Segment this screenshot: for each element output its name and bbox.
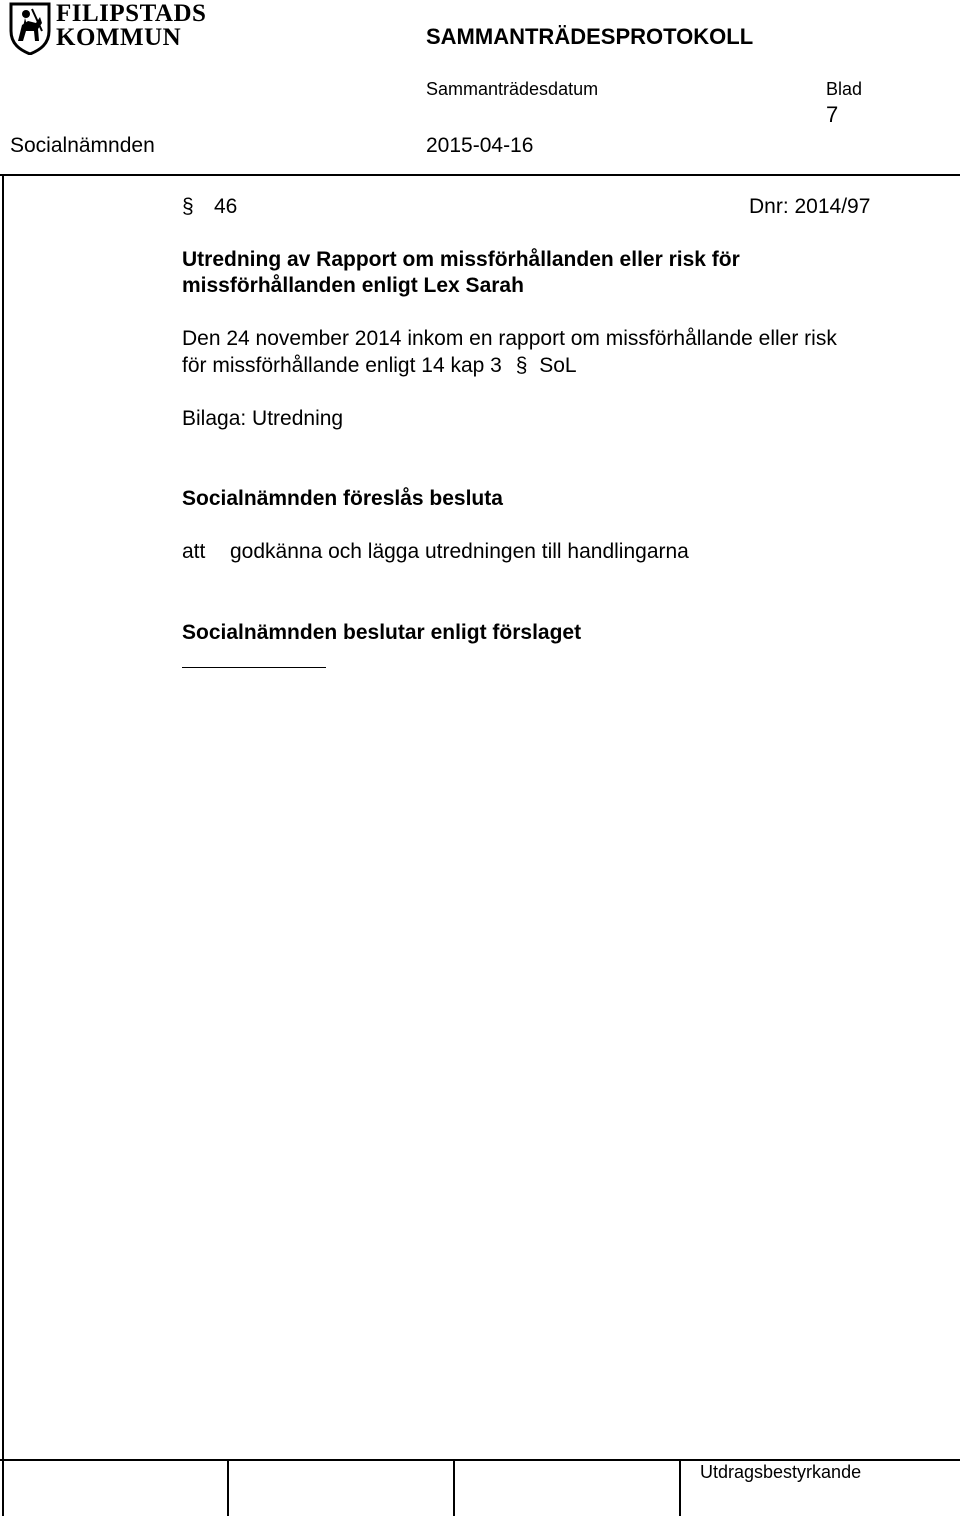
- document-title: SAMMANTRÄDESPROTOKOLL: [426, 24, 754, 49]
- body-line-2-text: för missförhållande enligt 14 kap 3: [182, 354, 502, 377]
- section-heading-line-1: Utredning av Rapport om missförhållanden eller risk för: [182, 248, 740, 271]
- body-paragraph-sign: §: [515, 354, 528, 377]
- body-law-ref: SoL: [539, 354, 577, 377]
- logo-line-2: KOMMUN: [56, 24, 182, 51]
- attachment-note: Bilaga: Utredning: [182, 407, 344, 430]
- section-heading-line-2: missförhållanden enligt Lex Sarah: [182, 274, 524, 297]
- header-divider: [0, 174, 960, 176]
- footer-cell-divider-2: [453, 1459, 455, 1516]
- left-margin-line: [2, 174, 4, 1516]
- municipality-logo: [8, 0, 218, 56]
- paragraph-sign: §: [182, 195, 194, 218]
- committee-name: Socialnämnden: [10, 134, 155, 157]
- coat-of-arms-icon: [8, 1, 52, 55]
- case-number: Dnr: 2014/97: [749, 195, 871, 218]
- section-number: 46: [214, 195, 238, 218]
- proposal-heading: Socialnämnden föreslås besluta: [182, 487, 503, 510]
- certification-label: Utdragsbestyrkande: [700, 1462, 862, 1482]
- att-label: att: [182, 540, 206, 563]
- footer-cell-divider-3: [679, 1459, 681, 1516]
- logo-line-1: FILIPSTADS: [56, 0, 207, 27]
- body-line-2: [182, 354, 577, 378]
- footer-cell-divider-1: [227, 1459, 229, 1516]
- signature-rule: [182, 667, 326, 668]
- att-text: godkänna och lägga utredningen till handlingarna: [230, 540, 689, 563]
- page-number: 7: [826, 102, 839, 127]
- meeting-date: 2015-04-16: [426, 134, 534, 157]
- body-line-1: Den 24 november 2014 inkom en rapport om missförhållande eller risk: [182, 327, 837, 350]
- meeting-date-label: Sammanträdesdatum: [426, 79, 599, 99]
- page-label: Blad: [826, 79, 863, 99]
- decision-text: Socialnämnden beslutar enligt förslaget: [182, 621, 582, 644]
- footer-divider: [0, 1459, 960, 1461]
